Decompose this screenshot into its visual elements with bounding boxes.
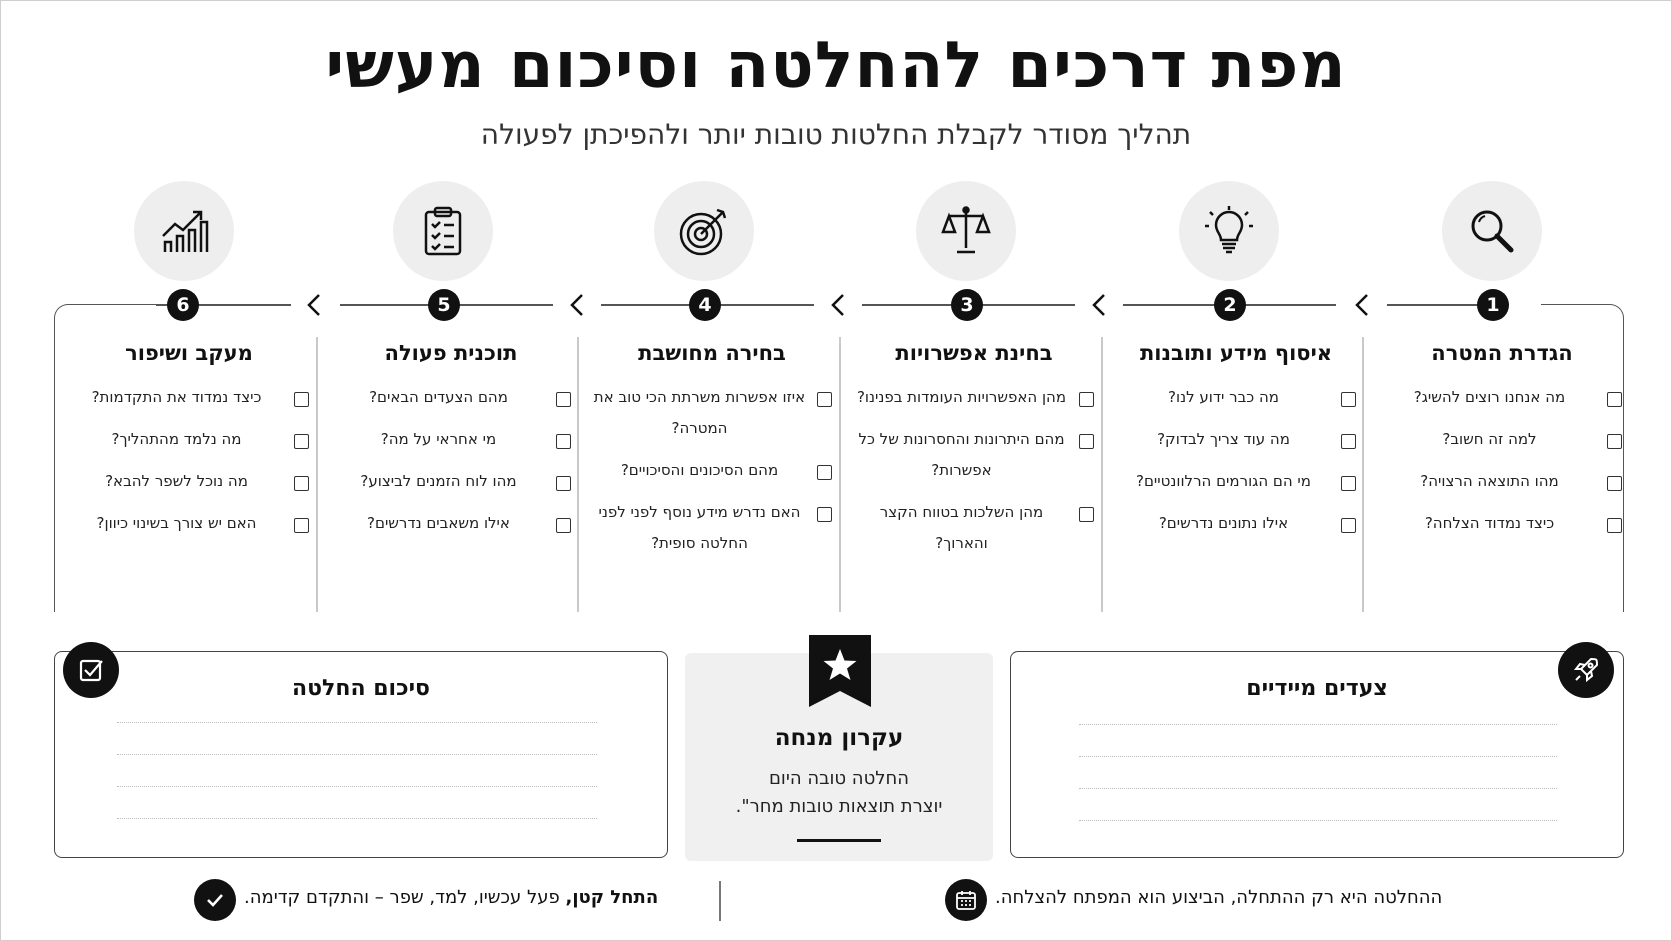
checklist-item[interactable]: מהם הסיכונים והסיכויים? — [592, 462, 832, 486]
checkbox[interactable] — [817, 507, 832, 522]
checklist-item[interactable]: מה אנחנו רוצים להשיג? — [1382, 389, 1622, 413]
step-number-5: 5 — [428, 289, 460, 321]
checklist-item[interactable]: מהם הצעדים הבאים? — [331, 389, 571, 413]
checkbox[interactable] — [1341, 476, 1356, 491]
lightbulb-icon — [1179, 181, 1279, 281]
step-title: הגדרת המטרה — [1431, 341, 1573, 365]
checklist-item[interactable]: מה עוד צריך לבדוק? — [1116, 431, 1356, 455]
step-number-1: 1 — [1477, 289, 1509, 321]
step-number-3: 3 — [951, 289, 983, 321]
checkbox[interactable] — [1607, 434, 1622, 449]
checkbox[interactable] — [556, 434, 571, 449]
checklist-item[interactable]: מהו לוח הזמנים לביצוע? — [331, 473, 571, 497]
footer-right-text: ההחלטה היא רק ההתחלה, הביצוע הוא המפתח להצלחה. — [995, 887, 1443, 908]
checkbox[interactable] — [1607, 392, 1622, 407]
checkbox[interactable] — [1607, 476, 1622, 491]
checkbox[interactable] — [1607, 518, 1622, 533]
checklist-item[interactable]: מהן האפשרויות העומדות בפנינו? — [854, 389, 1094, 413]
magnifier-icon — [1442, 181, 1542, 281]
checkbox[interactable] — [556, 518, 571, 533]
checkbox[interactable] — [294, 476, 309, 491]
step-column-4 — [592, 341, 832, 577]
step-column-6 — [69, 341, 309, 557]
checklist-item[interactable]: מה נלמד מהתהליך? — [69, 431, 309, 455]
clipboard-icon — [393, 181, 493, 281]
chevron-left-icon — [562, 289, 592, 321]
page-title: מפת דרכים להחלטה וסיכום מעשי — [325, 29, 1347, 103]
checkbox[interactable] — [1341, 434, 1356, 449]
principle-title: עקרון מנחה — [774, 725, 904, 751]
step-column-3 — [854, 341, 1094, 577]
footer-left-text: התחל קטן, פעל עכשיו, למד, שפר – והתקדם קדימה. — [244, 887, 659, 908]
chevron-left-icon — [823, 289, 853, 321]
checkbox-icon — [63, 642, 119, 698]
checklist-item[interactable]: אילו משאבים נדרשים? — [331, 515, 571, 539]
chevron-left-icon — [299, 289, 329, 321]
step-title: תוכנית פעולה — [384, 341, 518, 365]
checklist-item[interactable]: כיצד נמדוד את התקדמות? — [69, 389, 309, 413]
chevron-left-icon — [1084, 289, 1114, 321]
checklist-item[interactable]: מה כבר ידוע לנו? — [1116, 389, 1356, 413]
checklist-item[interactable]: מהו התוצאה הרצויה? — [1382, 473, 1622, 497]
step-title: בחירה מחושבת — [638, 341, 786, 365]
checklist-item[interactable]: מי אחראי על מה? — [331, 431, 571, 455]
checklist-item[interactable]: למה זה חשוב? — [1382, 431, 1622, 455]
checklist-item[interactable]: מהן השלכות בטווח הקצר והארוך? — [854, 504, 1094, 559]
checkbox[interactable] — [1079, 507, 1094, 522]
star-ribbon-icon — [809, 635, 871, 707]
checklist-item[interactable]: מי הם הגורמים הרלוונטיים? — [1116, 473, 1356, 497]
box-title: צעדים מיידיים — [1246, 676, 1388, 701]
step-number-2: 2 — [1214, 289, 1246, 321]
rocket-icon — [1558, 642, 1614, 698]
checkbox[interactable] — [817, 392, 832, 407]
decision-summary-box[interactable] — [54, 651, 668, 858]
checkbox[interactable] — [817, 465, 832, 480]
principle-quote: החלטה טובה היום יוצרת תוצאות טובות מחר". — [735, 768, 943, 817]
checklist-item[interactable]: מה נוכל לשפר להבא? — [69, 473, 309, 497]
checklist-item[interactable]: איזו אפשרות משרתת הכי טוב את המטרה? — [592, 389, 832, 444]
checkbox[interactable] — [556, 392, 571, 407]
checklist-item[interactable]: מהם היתרונות והחסרונות של כל אפשרות? — [854, 431, 1094, 486]
step-column-1 — [1382, 341, 1622, 557]
target-icon — [654, 181, 754, 281]
checkbox[interactable] — [1079, 392, 1094, 407]
chevron-left-icon — [1347, 289, 1377, 321]
immediate-steps-box[interactable] — [1010, 651, 1624, 858]
growth-chart-icon — [134, 181, 234, 281]
step-title: מעקב ושיפור — [125, 341, 253, 365]
step-column-5 — [331, 341, 571, 557]
checkbox[interactable] — [1079, 434, 1094, 449]
checkbox[interactable] — [556, 476, 571, 491]
step-title: איסוף מידע ותובנות — [1139, 341, 1333, 365]
step-title: בחינת אפשרויות — [895, 341, 1053, 365]
checklist-item[interactable]: האם יש צורך בשינוי כיוון? — [69, 515, 309, 539]
check-circle-icon — [194, 879, 236, 921]
checkbox[interactable] — [1341, 392, 1356, 407]
checklist-item[interactable]: כיצד נמדוד הצלחה? — [1382, 515, 1622, 539]
checkbox[interactable] — [294, 518, 309, 533]
page-subtitle: תהליך מסודר לקבלת החלטות טובות יותר ולהפיכתן לפעולה — [480, 118, 1192, 151]
box-title: סיכום החלטה — [291, 676, 430, 701]
step-number-4: 4 — [689, 289, 721, 321]
step-number-6: 6 — [167, 289, 199, 321]
step-column-2 — [1116, 341, 1356, 557]
checklist-item[interactable]: אילו נתונים נדרשים? — [1116, 515, 1356, 539]
checkbox[interactable] — [1341, 518, 1356, 533]
checklist-item[interactable]: האם נדרש מידע נוסף לפני לפני החלטה סופית? — [592, 504, 832, 559]
checkbox[interactable] — [294, 434, 309, 449]
calendar-icon — [945, 879, 987, 921]
checkbox[interactable] — [294, 392, 309, 407]
scales-icon — [916, 181, 1016, 281]
